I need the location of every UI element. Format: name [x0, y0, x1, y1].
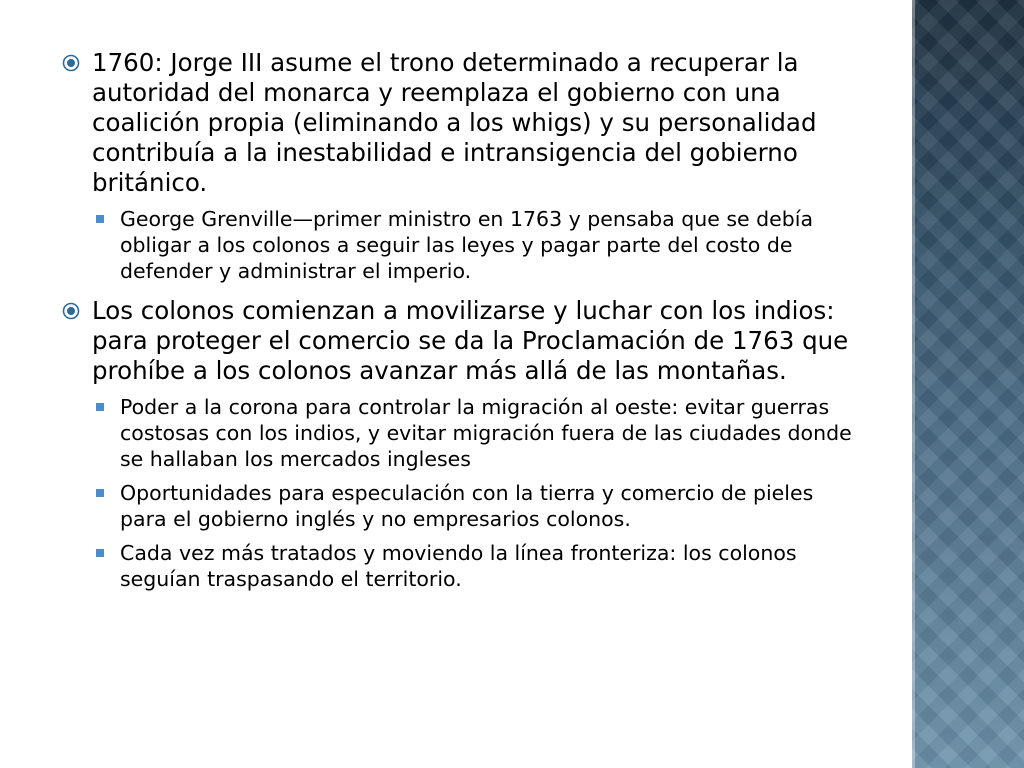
sub-bullet-text: George Grenville—primer ministro en 1763 y pensaba que se debía obligar a los colonos a seguir las leyes y pagar parte del costo de defender y administrar el imperio. — [120, 207, 814, 283]
sub-bullet-item-2-3 — [62, 540, 862, 592]
square-bullet-icon — [96, 403, 104, 411]
square-bullet-icon — [96, 549, 104, 557]
sub-bullet-text: Poder a la corona para controlar la migración al oeste: evitar guerras costosas con los indios, y evitar migración fuera de las ciudades donde se hallaban los mercados ingleses — [120, 395, 852, 471]
circle-bullet-icon — [62, 54, 80, 72]
sub-bullet-text: Cada vez más tratados y moviendo la línea fronteriza: los colonos seguían traspasando el territorio. — [120, 541, 797, 591]
square-bullet-icon — [96, 489, 104, 497]
sub-bullet-text: Oportunidades para especulación con la tierra y comercio de pieles para el gobierno inglés y no empresarios colonos. — [120, 481, 814, 531]
slide-content — [62, 48, 862, 600]
bullet-item-2 — [62, 296, 862, 386]
bullet-text: Los colonos comienzan a movilizarse y luchar con los indios: para proteger el comercio se da la Proclamación de 1763 que prohíbe a los colonos avanzar más allá de las montañas. — [92, 296, 849, 385]
circle-bullet-icon — [62, 302, 80, 320]
bullet-item-1 — [62, 48, 862, 198]
square-bullet-icon — [96, 215, 104, 223]
sub-bullet-item-2-1 — [62, 394, 862, 472]
bullet-text: 1760: Jorge III asume el trono determinado a recuperar la autoridad del monarca y reemplaza el gobierno con una coalición propia (eliminando a los whigs) y su personalidad contribuía a la inestabilidad e intransigencia del gobierno británico. — [92, 48, 817, 197]
sub-bullet-item-1-1 — [62, 206, 862, 284]
decorative-side-panel — [912, 0, 1024, 768]
sub-bullet-item-2-2 — [62, 480, 862, 532]
